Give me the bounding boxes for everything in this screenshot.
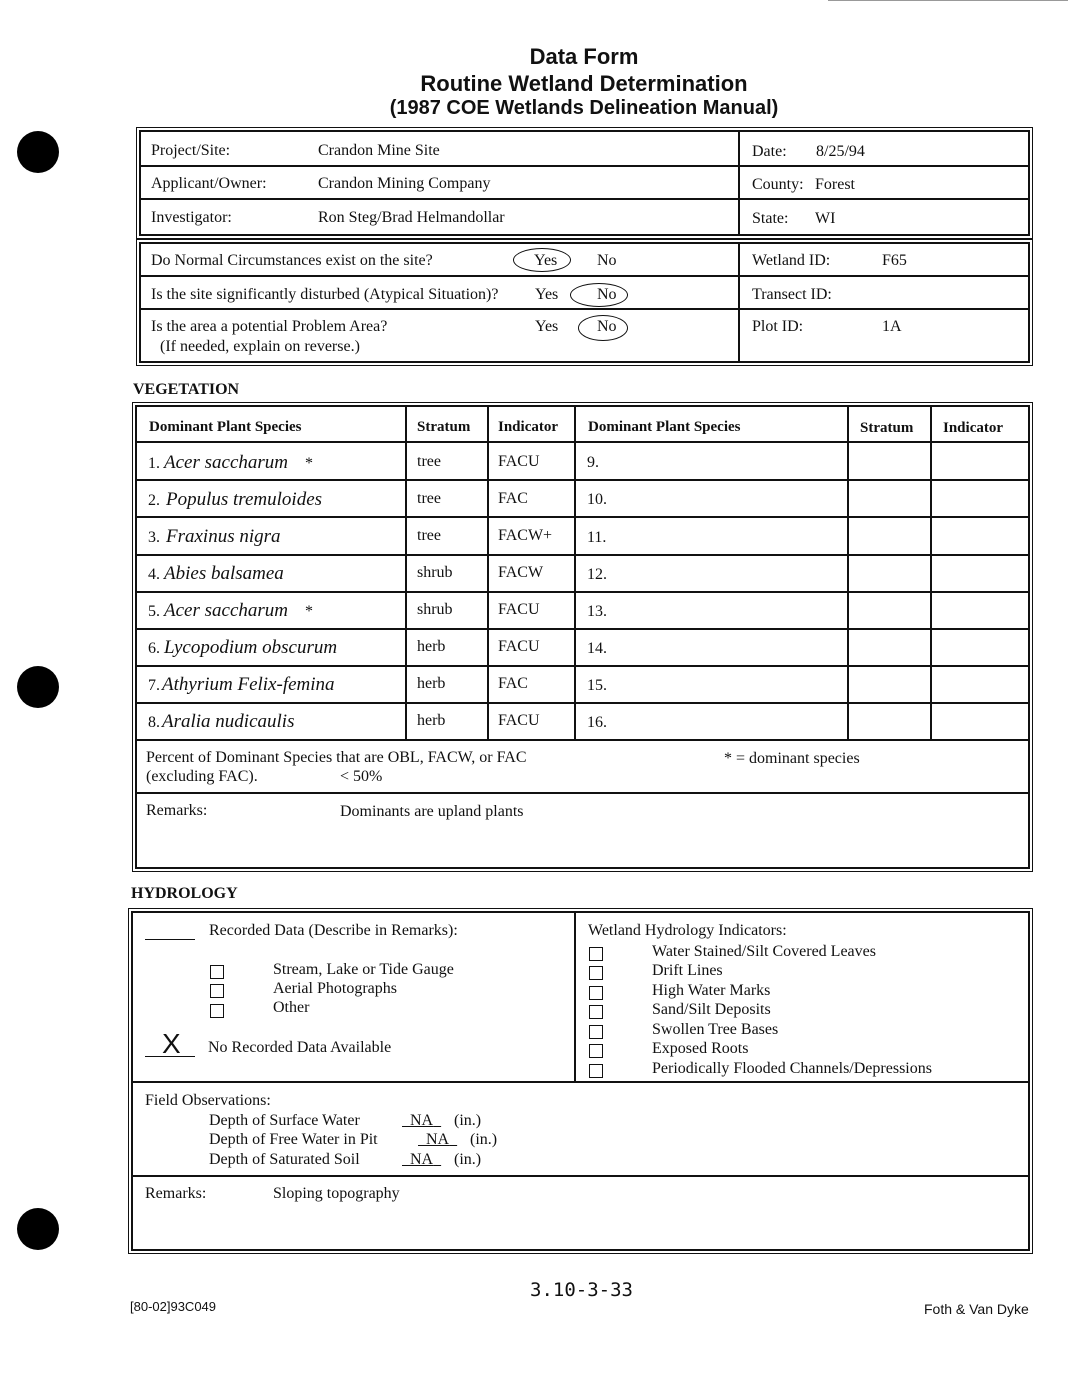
divider [930, 405, 932, 739]
right-row-number: 10. [587, 491, 607, 508]
divider [405, 405, 407, 739]
species-name: Abies balsamea [164, 563, 284, 584]
divider [574, 405, 576, 739]
project-site-label: Project/Site: [151, 142, 231, 159]
header-stratum-left: Stratum [417, 419, 471, 435]
right-row-number: 13. [587, 603, 607, 620]
row-number: 6. [148, 640, 160, 657]
hydrology-indicator: Sand/Silt Deposits [652, 1001, 771, 1018]
wetland-id-label: Wetland ID: [752, 252, 831, 269]
indicator-value: FACU [498, 712, 540, 729]
surface-water-unit: (in.) [454, 1112, 482, 1129]
row-number: 8. [148, 714, 160, 731]
applicant-owner-label: Applicant/Owner: [151, 175, 267, 192]
hydrology-indicator: Drift Lines [652, 962, 723, 979]
plot-id-label: Plot ID: [752, 318, 804, 335]
row-number: 5. [148, 603, 160, 620]
stratum-value: herb [417, 638, 446, 655]
company-name: Foth & Van Dyke [924, 1301, 1029, 1317]
recorded-item: Other [273, 999, 310, 1016]
project-site-value: Crandon Mine Site [318, 142, 440, 159]
surface-water-value [402, 1112, 441, 1130]
row-number: 1. [148, 455, 160, 472]
header-indicator-right: Indicator [943, 420, 1003, 436]
hydrology-remarks-value: Sloping topography [273, 1185, 400, 1202]
right-row-number: 12. [587, 566, 607, 583]
header-species-left: Dominant Plant Species [149, 419, 302, 435]
divider [135, 739, 1028, 741]
divider [135, 441, 1028, 443]
right-row-number: 15. [587, 677, 607, 694]
vegetation-remarks-label: Remarks: [146, 802, 208, 819]
surface-water-value-text: NA [410, 1112, 434, 1129]
divider [487, 405, 489, 739]
row-number: 3. [148, 529, 160, 546]
problem-area-yes: Yes [535, 318, 559, 335]
page-number: 3.10-3-33 [530, 1279, 633, 1301]
indicator-value: FAC [498, 490, 528, 507]
right-row-number: 16. [587, 714, 607, 731]
divider [574, 911, 576, 1082]
right-row-number: 11. [587, 529, 607, 546]
species-name: Populus tremuloides [166, 489, 323, 510]
wetland-id-value: F65 [882, 252, 907, 269]
hydrology-indicator: Swollen Tree Bases [652, 1021, 779, 1038]
state-value: WI [815, 210, 836, 227]
percent-excluding-label: (excluding FAC). [146, 768, 258, 785]
disturbed-site-yes: Yes [535, 286, 559, 303]
saturated-soil-value [402, 1151, 441, 1169]
divider [738, 242, 740, 361]
header-species-right: Dominant Plant Species [588, 419, 741, 435]
indicator-value: FACW+ [498, 527, 553, 544]
recorded-item: Aerial Photographs [273, 980, 397, 997]
checkbox-icon[interactable] [210, 984, 224, 998]
header-indicator-left: Indicator [498, 419, 558, 435]
no-recorded-data-label: No Recorded Data Available [208, 1039, 392, 1056]
species-name: Acer saccharum [164, 600, 288, 621]
problem-area-note: (If needed, explain on reverse.) [160, 338, 360, 355]
checkbox-icon[interactable] [589, 1044, 603, 1058]
hydrology-remarks-label: Remarks: [145, 1185, 207, 1202]
checkbox-icon[interactable] [589, 986, 603, 1000]
dominant-species-note: * = dominant species [724, 750, 860, 767]
wetland-indicators-label: Wetland Hydrology Indicators: [588, 922, 787, 939]
form-title: Data Form [529, 44, 639, 69]
recorded-item: Stream, Lake or Tide Gauge [273, 961, 454, 978]
recorded-data-blank [145, 939, 195, 940]
checkbox-icon[interactable] [589, 966, 603, 980]
row-number: 4. [148, 566, 160, 583]
divider [135, 792, 1028, 794]
stratum-value: herb [417, 712, 446, 729]
recorded-data-label: Recorded Data (Describe in Remarks): [209, 922, 458, 939]
applicant-owner-value: Crandon Mining Company [318, 175, 491, 192]
stratum-value: tree [417, 527, 441, 544]
free-water-unit: (in.) [470, 1131, 498, 1148]
checkbox-icon[interactable] [589, 1005, 603, 1019]
stratum-value: herb [417, 675, 446, 692]
hydrology-indicator: Water Stained/Silt Covered Leaves [652, 943, 876, 960]
disturbed-site-question: Is the site significantly disturbed (Atypical Situation)? [151, 286, 499, 303]
surface-water-label: Depth of Surface Water [209, 1112, 360, 1129]
percent-dominant-label: Percent of Dominant Species that are OBL, FACW, or FAC [146, 749, 527, 766]
divider [135, 665, 1028, 667]
dominant-star: * [305, 603, 313, 620]
species-name: Acer saccharum [164, 452, 288, 473]
row-number: 2. [148, 492, 160, 509]
date-value: 8/25/94 [816, 143, 865, 160]
top-edge-line [828, 0, 1068, 1]
free-water-value-text: NA [426, 1131, 450, 1148]
hydrology-heading: HYDROLOGY [131, 885, 238, 902]
header-stratum-right: Stratum [860, 420, 914, 436]
stratum-value: shrub [417, 564, 453, 581]
problem-area-no: No [597, 318, 617, 335]
divider [135, 702, 1028, 704]
vegetation-heading: VEGETATION [133, 381, 240, 398]
plot-id-value: 1A [882, 318, 902, 335]
normal-circumstances-no: No [597, 252, 617, 269]
divider [139, 165, 1028, 167]
species-name: Fraxinus nigra [166, 526, 281, 547]
right-row-number: 9. [587, 454, 599, 471]
binder-hole-bottom [17, 1208, 59, 1250]
indicator-value: FAC [498, 675, 528, 692]
saturated-soil-unit: (in.) [454, 1151, 482, 1168]
binder-hole-top [17, 131, 59, 173]
indicator-value: FACU [498, 453, 540, 470]
hydrology-indicator: High Water Marks [652, 982, 771, 999]
indicator-value: FACU [498, 638, 540, 655]
dominant-star: * [305, 455, 313, 472]
checkbox-icon[interactable] [589, 947, 603, 961]
saturated-soil-label: Depth of Saturated Soil [209, 1151, 360, 1168]
percent-dominant-value: < 50% [340, 768, 383, 785]
species-name: Athyrium Felix-femina [162, 674, 335, 695]
state-label: State: [752, 210, 789, 227]
checkbox-icon[interactable] [589, 1064, 603, 1078]
investigator-value: Ron Steg/Brad Helmandollar [318, 209, 505, 226]
right-row-number: 14. [587, 640, 607, 657]
document-id: [80-02]93C049 [130, 1299, 217, 1314]
divider [131, 1081, 1028, 1083]
checkbox-icon[interactable] [210, 965, 224, 979]
indicator-value: FACU [498, 601, 540, 618]
indicator-value: FACW [498, 564, 544, 581]
stratum-value: tree [417, 490, 441, 507]
county-value: Forest [815, 176, 855, 193]
checkbox-icon[interactable] [210, 1004, 224, 1018]
field-observations-label: Field Observations: [145, 1092, 271, 1109]
stratum-value: tree [417, 453, 441, 470]
vegetation-remarks-value: Dominants are upland plants [340, 803, 524, 820]
binder-hole-middle [17, 666, 59, 708]
problem-area-question: Is the area a potential Problem Area? [151, 318, 388, 335]
divider [135, 516, 1028, 518]
species-name: Aralia nudicaulis [162, 711, 295, 732]
hydrology-indicator: Exposed Roots [652, 1040, 749, 1057]
divider [847, 405, 849, 739]
saturated-soil-value-text: NA [410, 1151, 434, 1168]
divider [135, 554, 1028, 556]
disturbed-site-no: No [597, 286, 617, 303]
form-manual-reference: (1987 COE Wetlands Delineation Manual) [389, 97, 779, 119]
free-water-label: Depth of Free Water in Pit [209, 1131, 378, 1148]
divider [139, 198, 1028, 200]
divider [135, 591, 1028, 593]
county-label: County: [752, 176, 804, 193]
divider [139, 275, 1028, 277]
no-data-check-mark: X [162, 1028, 181, 1059]
project-info-box [139, 130, 1030, 236]
transect-id-label: Transect ID: [752, 286, 832, 303]
stratum-value: shrub [417, 601, 453, 618]
hydrology-indicator: Periodically Flooded Channels/Depressions [652, 1060, 932, 1077]
divider [135, 479, 1028, 481]
divider [139, 308, 1028, 310]
form-subtitle: Routine Wetland Determination [420, 71, 748, 96]
species-name: Lycopodium obscurum [164, 637, 338, 658]
checkbox-icon[interactable] [589, 1025, 603, 1039]
normal-circumstances-question: Do Normal Circumstances exist on the site? [151, 252, 433, 269]
date-label: Date: [752, 143, 787, 160]
investigator-label: Investigator: [151, 209, 232, 226]
normal-circumstances-yes: Yes [534, 252, 558, 269]
divider [135, 628, 1028, 630]
row-number: 7. [148, 677, 160, 694]
free-water-value [418, 1131, 457, 1149]
divider [131, 1175, 1028, 1177]
divider [738, 130, 740, 234]
